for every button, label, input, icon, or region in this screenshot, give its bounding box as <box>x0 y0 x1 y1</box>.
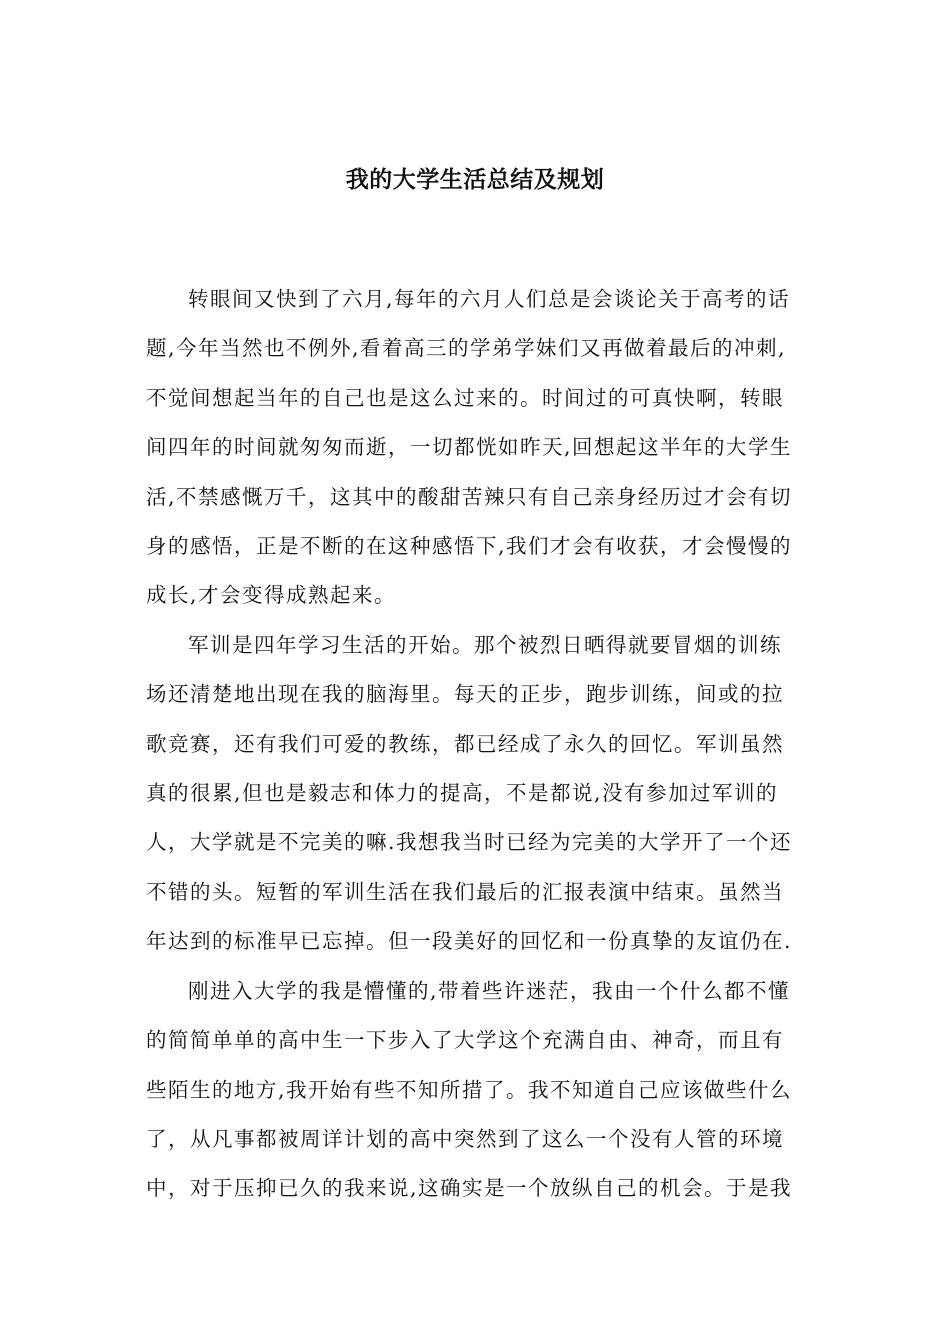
text-line: 军训是四年学习生活的开始。那个被烈日晒得就要冒烟的训练 <box>188 632 782 657</box>
text-line: 年达到的标准早已忘掉。但一段美好的回忆和一份真挚的友谊仍在. <box>146 929 793 954</box>
text-line: 不错的头。短暂的军训生活在我们最后的汇报表演中结束。虽然当 <box>146 879 784 904</box>
text-line: 了，从凡事都被周详计划的高中突然到了这么一个没有人管的环境 <box>146 1126 784 1151</box>
document-title: 我的大学生活总结及规划 <box>345 166 605 193</box>
text-line: 的简简单单的高中生一下步入了大学这个充满自由、神奇，而且有 <box>146 1028 784 1053</box>
paragraph-2 <box>146 621 808 967</box>
paragraph-3 <box>146 967 808 1214</box>
text-line: 些陌生的地方,我开始有些不知所措了。我不知道自己应该做些什么 <box>146 1077 793 1102</box>
text-line: 中，对于压抑已久的我来说,这确实是一个放纵自己的机会。于是我 <box>146 1176 793 1201</box>
text-line: 题,今年当然也不例外,看着高三的学弟学妹们又再做着最后的冲刺, <box>146 336 787 361</box>
text-line: 人，大学就是不完美的嘛.我想我当时已经为完美的大学开了一个还 <box>146 830 793 855</box>
text-line: 间四年的时间就匆匆而逝，一切都恍如昨天,回想起这半年的大学生 <box>146 435 793 460</box>
text-line: 活,不禁感慨万千，这其中的酸甜苦辣只有自己亲身经历过才会有切 <box>146 484 793 509</box>
text-line: 场还清楚地出现在我的脑海里。每天的正步，跑步训练，间或的拉 <box>146 682 784 707</box>
text-line: 成长,才会变得成熟起来。 <box>146 583 397 608</box>
paragraph-1 <box>146 275 808 621</box>
document-body <box>146 275 808 1214</box>
text-line: 歌竞赛，还有我们可爱的教练，都已经成了永久的回忆。军训虽然 <box>146 731 784 756</box>
text-line: 刚进入大学的我是懵懂的,带着些许迷茫，我由一个什么都不懂 <box>188 978 791 1003</box>
text-line: 不觉间想起当年的自己也是这么过来的。时间过的可真快啊，转眼 <box>146 385 784 410</box>
text-line: 真的很累,但也是毅志和体力的提高，不是都说,没有参加过军训的 <box>146 781 779 806</box>
text-line: 身的感悟，正是不断的在这种感悟下,我们才会有收获，才会慢慢的 <box>146 534 793 559</box>
text-line: 转眼间又快到了六月,每年的六月人们总是会谈论关于高考的话 <box>188 287 791 311</box>
